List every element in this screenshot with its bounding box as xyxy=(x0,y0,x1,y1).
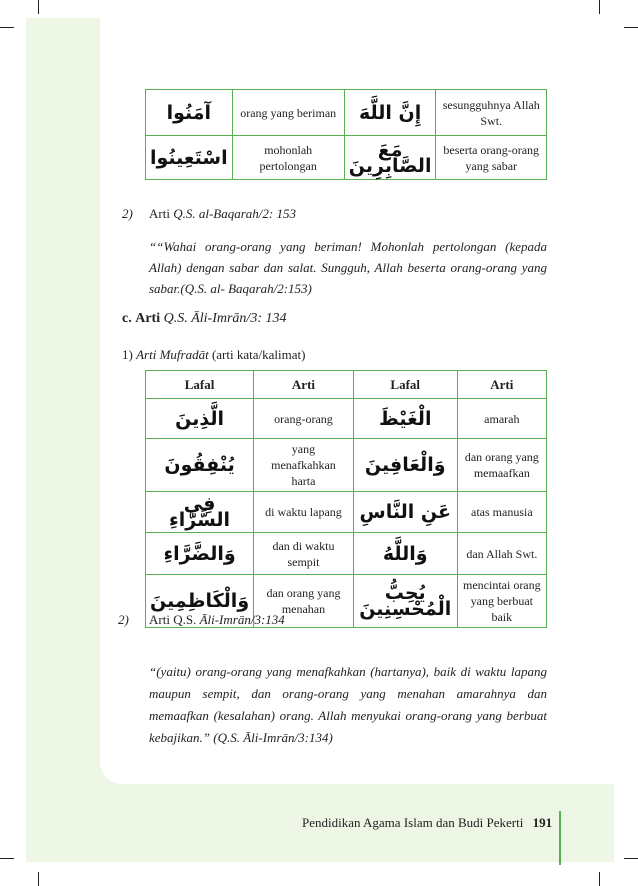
arabic-word: فِي السَّرَّاءِ xyxy=(146,492,254,533)
arabic-word: وَالضَّرَّاءِ xyxy=(146,533,254,575)
arabic-word: وَالْعَافِينَ xyxy=(353,439,457,492)
translation: mohonlah pertolongan xyxy=(232,136,344,180)
arabic-word: الْغَيْظَ xyxy=(353,399,457,439)
page-footer xyxy=(302,812,552,833)
translation: yang menafkahkan harta xyxy=(254,439,354,492)
arabic-word: يُحِبُّ الْمُحْسِنِينَ xyxy=(353,575,457,628)
translation: dan Allah Swt. xyxy=(457,533,546,575)
heading-prefix: Arti Q.S. xyxy=(149,612,200,627)
verse-translation: ““Wahai orang-orang yang beriman! Mohonlah pertolongan (kepada Allah) dengan sabar dan salat. Sungguh, Allah beserta orang-orang yang sabar.(Q.S. al- Baqarah/2:153) xyxy=(149,239,547,296)
book-title: Pendidikan Agama Islam dan Budi Pekerti xyxy=(302,815,524,830)
section-heading xyxy=(149,203,296,224)
column-header: Lafal xyxy=(146,371,254,399)
table-header-row xyxy=(146,371,547,399)
arabic-word: إِنَّ اللَّهَ xyxy=(344,90,436,136)
table-row xyxy=(146,90,547,136)
surah-reference: Q.S. al-Baqarah/2: 153 xyxy=(173,206,296,221)
column-header: Arti xyxy=(457,371,546,399)
arabic-word: وَاللَّهُ xyxy=(353,533,457,575)
translation: dan orang yang menahan xyxy=(254,575,354,628)
table-row xyxy=(146,533,547,575)
subsection-heading xyxy=(122,344,305,365)
table-row xyxy=(146,136,547,180)
translation: orang yang beriman xyxy=(232,90,344,136)
footer-divider xyxy=(559,811,561,865)
translation: beserta orang-orang yang sabar xyxy=(436,136,547,180)
translation: dan di waktu sempit xyxy=(254,533,354,575)
table-row xyxy=(146,399,547,439)
subsection-title: Arti Mufradāt xyxy=(136,347,209,362)
crop-mark xyxy=(0,858,14,859)
arabic-word: وَالْكَاظِمِينَ xyxy=(146,575,254,628)
section-number: 2) xyxy=(122,206,133,221)
translation: orang-orang xyxy=(254,399,354,439)
arabic-word: اسْتَعِينُوا xyxy=(146,136,233,180)
translation: di waktu lapang xyxy=(254,492,354,533)
crop-mark xyxy=(624,27,638,28)
arabic-word: عَنِ النَّاسِ xyxy=(353,492,457,533)
translation: mencintai orang yang berbuat baik xyxy=(457,575,546,628)
section-label: c. xyxy=(122,311,132,326)
table-row xyxy=(146,439,547,492)
column-header: Lafal xyxy=(353,371,457,399)
translation: amarah xyxy=(457,399,546,439)
subsection-number: 1) xyxy=(122,347,133,362)
section-heading xyxy=(122,308,287,329)
subsection-heading xyxy=(149,609,285,630)
translation: sesungguhnya Allah Swt. xyxy=(436,90,547,136)
crop-mark xyxy=(38,872,39,886)
arabic-word: مَعَ الصَّابِرِينَ xyxy=(344,136,436,180)
crop-mark xyxy=(624,858,638,859)
verse-translation: “(yaitu) orang-orang yang menafkahkan (hartanya), baik di waktu lapang maupun sempit, dan orang-orang yang menahan amarahnya dan memaafkan (kesalahan) orang. Allah menyukai orang-orang yang berbuat kebajikan.” (Q.S. Āli-Imrān/3:134) xyxy=(149,664,547,745)
crop-mark xyxy=(38,0,39,14)
subsection-number: 2) xyxy=(118,612,129,627)
heading-prefix: Arti xyxy=(149,206,174,221)
translation: dan orang yang memaafkan xyxy=(457,439,546,492)
surah-reference: Q.S. Āli-Imrān/3: 134 xyxy=(163,311,287,326)
arabic-word: يُنْفِقُونَ xyxy=(146,439,254,492)
crop-mark xyxy=(0,27,14,28)
section-arti: Arti xyxy=(135,311,161,326)
surah-reference: Āli-Imrān/3:134 xyxy=(199,612,285,627)
vocab-table-1 xyxy=(145,89,547,180)
vocab-table-2 xyxy=(145,370,547,628)
crop-mark xyxy=(599,872,600,886)
table-row xyxy=(146,492,547,533)
subsection-note: (arti kata/kalimat) xyxy=(211,347,306,362)
page-number: 191 xyxy=(532,815,553,830)
translation: atas manusia xyxy=(457,492,546,533)
arabic-word: الَّذِينَ xyxy=(146,399,254,439)
column-header: Arti xyxy=(254,371,354,399)
arabic-word: آمَنُوا xyxy=(146,90,233,136)
crop-mark xyxy=(599,0,600,14)
